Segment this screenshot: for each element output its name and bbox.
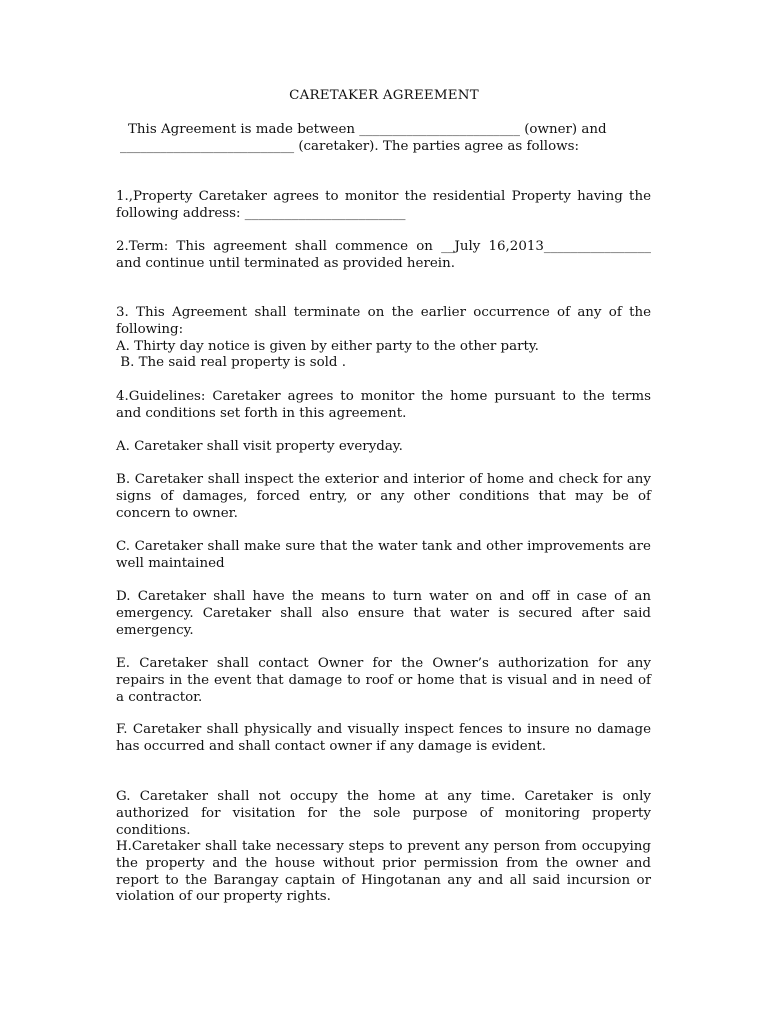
guideline-e: E. Caretaker shall contact Owner for the Owner’s authorization for any repairs in the event that damage to roof or home that is visual and in need of a contractor.	[116, 656, 651, 705]
guideline-a: A. Caretaker shall visit property everyday.	[116, 439, 403, 454]
document-title: CARETAKER AGREEMENT	[289, 88, 479, 103]
guideline-c: C. Caretaker shall make sure that the water tank and other improvements are well maintained	[116, 539, 651, 571]
clause-3-item-b: B. The said real property is sold .	[116, 355, 347, 371]
clause-1-property: 1.,Property Caretaker agrees to monitor the residential Property having the following address: ________________________	[116, 189, 651, 221]
intro-line-1: This Agreement is made between ________________________ (owner) and	[128, 122, 607, 137]
guideline-b: B. Caretaker shall inspect the exterior and interior of home and check for any signs of damages, forced entry, or any other conditions that may be of concern to owner.	[116, 472, 651, 521]
clause-3-item-a: A. Thirty day notice is given by either party to the other party.	[116, 338, 539, 354]
clause-3-text: 3. This Agreement shall terminate on the earlier occurrence of any of the following:	[116, 305, 651, 337]
intro-line-2: __________________________ (caretaker). The parties agree as follows:	[120, 139, 579, 154]
guideline-d: D. Caretaker shall have the means to turn water on and off in case of an emergency. Caretaker shall also ensure that water is secured after said emergency.	[116, 589, 651, 638]
guideline-h: H.Caretaker shall take necessary steps to prevent any person from occupying the property and the house without prior permission from the owner and report to the Barangay captain of Hingotanan any and all said incursion or violation of our property rights.	[116, 839, 651, 905]
clause-2-term: 2.Term: This agreement shall commence on __July 16,2013________________ and continue until terminated as provided herein.	[116, 239, 651, 271]
guideline-f: F. Caretaker shall physically and visually inspect fences to insure no damage has occurred and shall contact owner if any damage is evident.	[116, 722, 651, 754]
clause-4-guidelines: 4.Guidelines: Caretaker agrees to monitor the home pursuant to the terms and conditions set forth in this agreement.	[116, 389, 651, 421]
clause-3-termination	[116, 305, 651, 372]
guideline-g: G. Caretaker shall not occupy the home at any time. Caretaker is only authorized for visitation for the sole purpose of monitoring property conditions.	[116, 789, 651, 838]
